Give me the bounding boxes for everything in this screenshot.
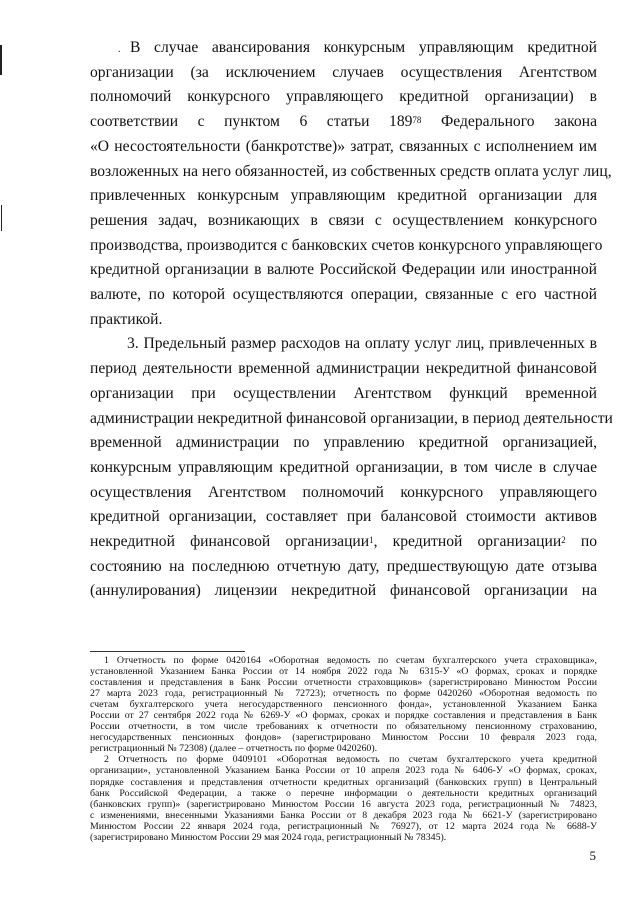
text-line: (аннулирования) лицензии некредитной финансовой организации на	[90, 582, 597, 600]
text-line	[90, 530, 597, 555]
text-line: кредитной организации в валюте Российской Федерации или иностранной	[90, 261, 597, 279]
footnote-1-line: России от 27 сентября 2022 года № 6269-У «О формах, сроках и порядке составления и представления в Банк	[90, 710, 597, 722]
text-fragment: Федерального закона	[421, 113, 597, 131]
text-line: кредитной организации, составляет при балансовой стоимости активов	[90, 508, 597, 526]
text-line: 3. Предельный размер расходов на оплату услуг лиц, привлеченных в	[127, 335, 597, 353]
text-line: возложенных на него обязанностей, из собственных средств оплата услуг лиц,	[90, 162, 612, 180]
margin-mark	[1, 205, 2, 231]
footnote-2-line: Минюстом России 22 января 2024 года, регистрационный № 76927), от 12 марта 2024 года № 6688-У	[90, 820, 597, 832]
footnote-separator	[90, 651, 245, 652]
footnote-1-line: установленной Указанием Банка России от 14 ноября 2022 года № 6315-У «О формах, сроках и порядке	[90, 666, 597, 678]
stray-dot: .	[118, 44, 121, 55]
text-line: период деятельности временной администрации некредитной финансовой	[90, 360, 597, 378]
main-text	[90, 36, 613, 604]
text-line: В случае авансирования конкурсным управляющим кредитной	[130, 39, 597, 56]
footnote-2-line: организации», установленной Указанием Банка России от 10 апреля 2023 года № 6406-У «О формах, сроках,	[90, 765, 597, 777]
text-line: организации (за исключением случаев осуществления Агентством	[90, 63, 597, 81]
footnote-ref-1[interactable]: 1	[369, 535, 374, 546]
footnote-1-line: России отчетности, в том числе требованиях к отчетности по обязательному пенсионному страхованию,	[90, 721, 597, 733]
footnote-1-line: счетам бухгалтерского учета негосударственного пенсионного фонда», установленной Указанием Банка	[90, 699, 597, 711]
text-line: организации при осуществлении Агентством функций временной	[90, 384, 597, 402]
text-line: временной администрации по управлению кредитной организацией,	[90, 434, 597, 452]
text-line: валюте, по которой осуществляются операции, связанные с его частной	[90, 286, 597, 304]
text-line: привлеченных конкурсным управляющим кредитной организации для	[90, 187, 597, 205]
footnote-ref-2[interactable]: 2	[561, 535, 566, 546]
text-line: полномочий конкурсного управляющего кредитной организации) в	[90, 88, 597, 106]
text-fragment: , кредитной организации	[373, 533, 562, 551]
text-fragment: некредитной финансовой организации	[90, 533, 370, 551]
text-line: конкурсным управляющим кредитной организации, в том числе в случае	[90, 458, 597, 476]
footnote-2-line: порядке составления и представления отчетности кредитных организаций (банковских групп) в Центральный	[90, 776, 597, 788]
text-line: осуществления Агентством полномочий конкурсного управляющего	[90, 483, 597, 501]
footnote-1-line: регистрационный № 72308) (далее – отчетность по форме 0420260).	[90, 743, 378, 755]
footnote-2-line: (банковских групп)» (зарегистрировано Минюстом России 16 августа 2023 года, регистрационный № 74823,	[90, 798, 597, 810]
text-line: администрации некредитной финансовой организации, в период деятельности	[90, 409, 613, 427]
text-line: производства, производится с банковских счетов конкурсного управляющего	[90, 236, 603, 254]
page-number: 5	[589, 848, 596, 863]
text-line: практикой.	[90, 310, 163, 328]
text-fragment: по	[565, 533, 597, 551]
text-fragment: соответствии с пунктом 6 статьи 189	[90, 113, 413, 131]
footnote-2-line: с изменениями, внесенными Указаниями Банка России от 8 декабря 2023 года № 6621-У (зарегистрировано	[90, 809, 597, 821]
text-line: «О несостоятельности (банкротстве)» затрат, связанных с исполнением им	[90, 137, 597, 155]
footnote-1-line: 27 марта 2023 года, регистрационный № 72723); отчетность по форме 0420260 «Оборотная ведомость по	[90, 688, 597, 700]
footnote-1-line: негосударственных пенсионных фондов» (зарегистрировано Минюстом России 10 февраля 2023 года,	[90, 732, 597, 744]
footnote-2-line: банк Российской Федерации, а также о перечне информации о деятельности кредитных организаций	[90, 787, 597, 799]
footnote-2-line: (зарегистрировано Минюстом России 29 мая 2024 года, регистрационный № 78345).	[90, 831, 447, 843]
footnote-1-line: 1 Отчетность по форме 0420164 «Оборотная ведомость по счетам бухгалтерского учета страховщика»,	[104, 655, 597, 666]
margin-mark	[0, 45, 2, 75]
footnote-2-line: 2 Отчетность по форме 0409101 «Оборотная ведомость по счетам бухгалтерского учета кредитной	[104, 754, 597, 766]
text-line	[90, 110, 597, 135]
text-line: решения задач, возникающих в связи с осуществлением конкурсного	[90, 211, 597, 229]
text-line: состоянию на последнюю отчетную дату, предшествующую дате отзыва	[90, 557, 597, 575]
footnote-1-line: составления и представления в Банк России отчетности страховщиков» (зарегистрировано Минюстом России	[90, 677, 597, 689]
article-superscript: 78	[412, 115, 422, 126]
footnotes	[90, 655, 597, 843]
